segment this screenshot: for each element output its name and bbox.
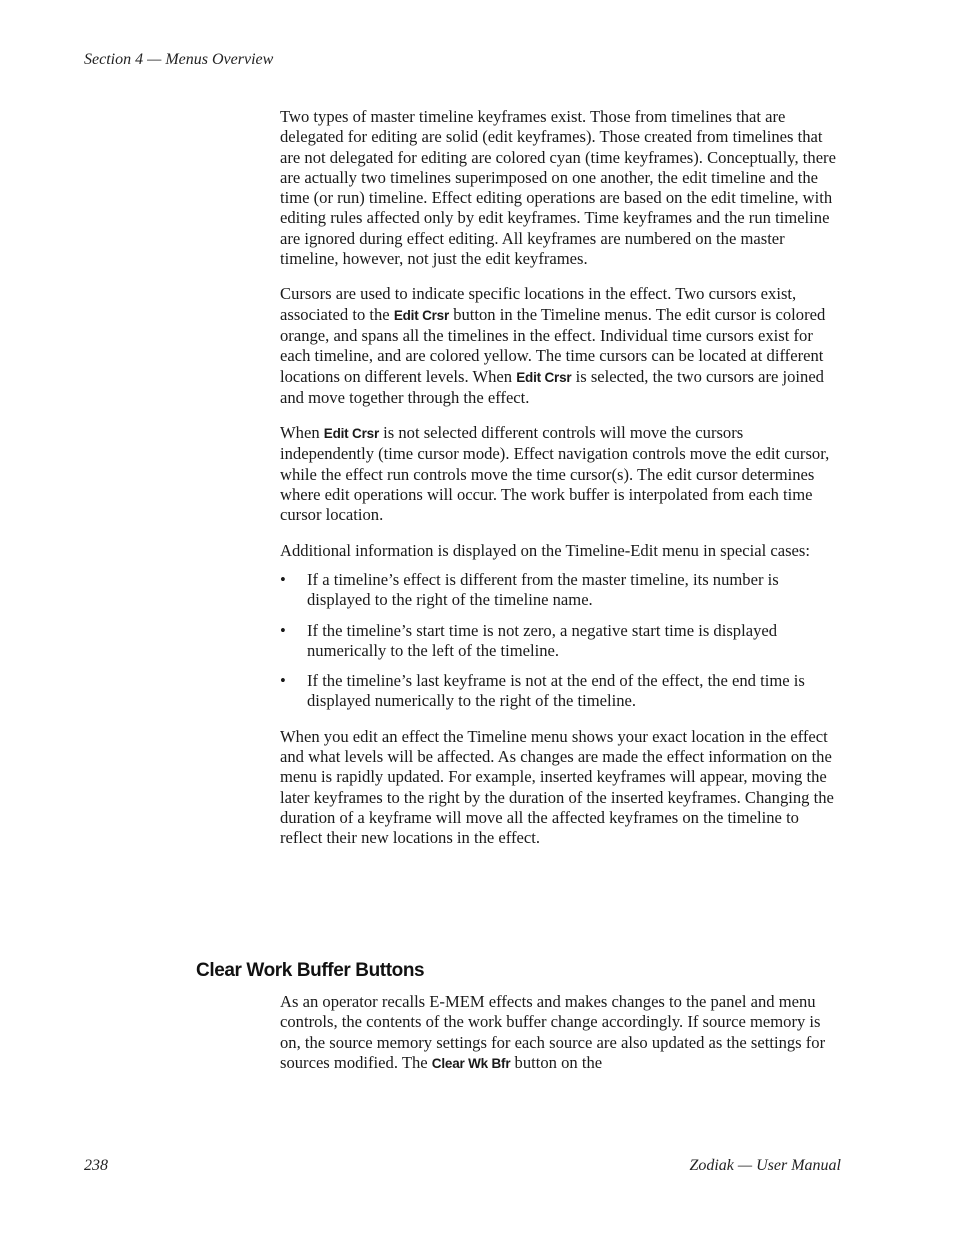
list-item [280, 621, 841, 662]
bullet-icon: • [280, 569, 286, 589]
section-body-text [280, 992, 841, 1074]
list-item-text: If a timeline’s effect is different from the master timeline, its number is displayed to the right of the timeline name. [307, 569, 779, 610]
page-number: 238 [84, 1157, 108, 1174]
paragraph-clear-work-buffer [280, 992, 841, 1074]
list-item [280, 570, 841, 611]
paragraph-cursors [280, 284, 841, 408]
text-run: button on the [510, 1052, 603, 1072]
bullet-list [280, 570, 841, 712]
edit-crsr-button-ref: Edit Crsr [393, 307, 450, 323]
running-head: Section 4 — Menus Overview [84, 51, 274, 68]
list-item [280, 671, 841, 712]
section-heading: Clear Work Buffer Buttons [196, 960, 425, 981]
edit-crsr-button-ref: Edit Crsr [323, 426, 379, 442]
list-item-text: If the timeline’s last keyframe is not at the end of the effect, the end time is displayed numerically to the right of the timeline. [307, 671, 805, 711]
list-item-text: If the timeline’s start time is not zero, a negative start time is displayed numerically to the left of the timeline. [307, 620, 778, 660]
text-run: is not selected different controls will move the cursors independently (time cursor mode). Effect navigation controls move the edit cursor, while the effect run controls move the time cursor(s). The edit cursor determines where edit operations will occur. The work buffer is interpolated from each time cursor location. [280, 423, 830, 525]
manual-title: Zodiak — User Manual [689, 1157, 841, 1174]
paragraph-additional-info: Additional information is displayed on the Timeline-Edit menu in special cases: [280, 540, 810, 560]
bullet-icon: • [280, 671, 286, 691]
text-run: is selected, the two cursors are joined and move together through the effect. [280, 366, 824, 407]
paragraph-edit-effect: When you edit an effect the Timeline menu shows your exact location in the effect and what levels will be affected. As changes are made the effect information on the menu is rapidly updated. For example, inserted keyframes will appear, moving the later keyframes to the right by the duration of the inserted keyframes. Changing the duration of a keyframe will move all the affected keyframes on the timeline to reflect their new locations in the effect. [280, 726, 834, 848]
text-run: button in the Timeline menus. The edit cursor is colored orange, and spans all the timelines in the effect. Individual time cursors exist for each timeline, and are colored yellow. The time cursors can be located at different locations on different levels. When [280, 304, 826, 386]
text-run: When [280, 423, 324, 443]
edit-crsr-button-ref: Edit Crsr [516, 369, 572, 385]
text-run: Cursors are used to indicate specific locations in the effect. Two cursors exist, associated to the [280, 284, 797, 324]
clear-wk-bfr-button-ref: Clear Wk Bfr [431, 1055, 511, 1071]
paragraph-keyframe-types: Two types of master timeline keyframes exist. Those from timelines that are delegated for editing are solid (edit keyframes). Those created from timelines that are not delegated for editing are colored cyan (time keyframes). Conceptually, there are actually two timelines superimposed on one another, the edit timeline and the time (or run) timeline. Effect editing operations are based on the edit timeline, with editing rules affected only by edit keyframes. Time keyframes and the run timeline are ignored during effect editing. All keyframes are numbered on the master timeline, however, not just the edit keyframes. [280, 107, 836, 269]
text-run: As an operator recalls E-MEM effects and makes changes to the panel and menu controls, the contents of the work buffer change accordingly. If source memory is on, the source memory settings for each source are also updated as the settings for sources modified. The [280, 992, 826, 1072]
body-text [280, 107, 841, 864]
paragraph-time-cursor-mode [280, 423, 841, 525]
bullet-icon: • [280, 620, 286, 640]
